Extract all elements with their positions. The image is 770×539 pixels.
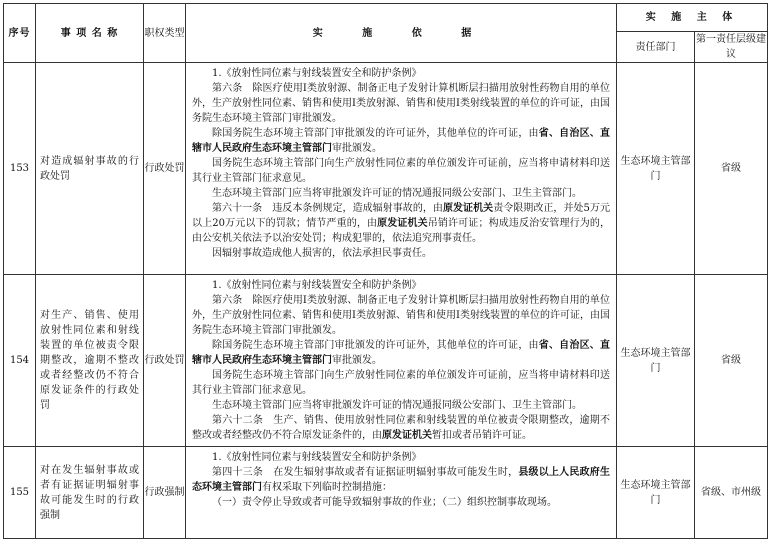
table-row xyxy=(4,447,768,539)
header-type: 职权类型 xyxy=(144,4,186,63)
row-seq: 155 xyxy=(4,447,36,539)
basis-paragraph xyxy=(192,368,610,398)
basis-text: （一）责令停止导致或者可能导致辐射事故的作业；（二）组织控制事故现场。 xyxy=(212,497,557,508)
basis-text: 1.《放射性同位素与射线装置安全和防护条例》 xyxy=(212,452,422,463)
basis-text: 生态环境主管部门应当将审批颁发许可证的情况通报同级公安部门、卫生主管部门。 xyxy=(212,400,582,411)
row-level: 省级、市州级 xyxy=(695,447,768,539)
authority-table xyxy=(3,3,768,539)
basis-text: 国务院生态环境主管部门向生产放射性同位素的单位颁发许可证前，应当将申请材料印送其行业主管部门征求意见。 xyxy=(192,158,610,184)
basis-text: 除国务院生态环境主管部门审批颁发的许可证外，其他单位的许可证，由 xyxy=(212,340,539,351)
basis-bold-text: 省、自治区、直辖市人民政府生态环境主管部门 xyxy=(192,128,611,154)
basis-bold-text: 省、自治区、直辖市人民政府生态环境主管部门 xyxy=(192,340,611,366)
row-dept: 生态环境主管部门 xyxy=(617,447,695,539)
basis-text: 国务院生态环境主管部门向生产放射性同位素的单位颁发许可证前，应当将申请材料印送其行业主管部门征求意见。 xyxy=(192,370,610,396)
basis-text: 因辐射事故造成他人损害的，依法承担民事责任。 xyxy=(212,248,432,259)
row-type: 行政处罚 xyxy=(144,63,186,275)
basis-bold-text: 原发证机关 xyxy=(382,430,432,441)
basis-paragraph xyxy=(192,156,610,186)
basis-text: 第六条 除医疗使用Ⅰ类放射源、制备正电子发射计算机断层扫描用放射性药物自用的单位外，生产放射性同位素、销售和使用Ⅰ类放射源、销售和使用Ⅰ类射线装置的单位的许可证，由国务院生态环境主管部门审批颁发。 xyxy=(192,295,610,336)
basis-paragraph xyxy=(192,278,610,293)
basis-bold-text: 县级以上人民政府生态环境主管部门 xyxy=(192,467,611,493)
row-seq: 154 xyxy=(4,275,36,447)
header-level: 第一责任层级建议 xyxy=(695,32,768,63)
table-row xyxy=(4,63,768,275)
basis-paragraph xyxy=(192,126,610,156)
basis-text: 生态环境主管部门应当将审批颁发许可证的情况通报同级公安部门、卫生主管部门。 xyxy=(212,188,582,199)
row-dept: 生态环境主管部门 xyxy=(617,63,695,275)
basis-text: 除国务院生态环境主管部门审批颁发的许可证外，其他单位的许可证，由 xyxy=(212,128,539,139)
basis-text: 审批颁发。 xyxy=(332,355,382,366)
row-level: 省级 xyxy=(695,63,768,275)
basis-text: 责令限期改正，并处5万元以上20万元以下的罚款；情节严重的，由 xyxy=(192,203,611,229)
row-type: 行政处罚 xyxy=(144,275,186,447)
basis-paragraph xyxy=(192,186,610,201)
basis-paragraph xyxy=(192,413,610,443)
basis-text: 第六十一条 违反本条例规定，造成辐射事故的，由 xyxy=(212,203,443,214)
basis-paragraph xyxy=(192,66,610,81)
basis-text: 吊销许可证；构成违反治安管理行为的，由公安机关依法予以治安处罚；构成犯罪的，依法追究刑事责任。 xyxy=(192,218,611,244)
basis-text: 有权采取下列临时控制措施： xyxy=(262,482,392,493)
basis-bold-text: 原发证机关 xyxy=(442,203,494,214)
header-basis: 实 施 依 据 xyxy=(186,4,617,63)
row-basis xyxy=(186,447,617,539)
basis-paragraph xyxy=(192,450,610,465)
row-dept: 生态环境主管部门 xyxy=(617,275,695,447)
basis-text: 暂扣或者吊销许可证。 xyxy=(432,430,532,441)
basis-paragraph xyxy=(192,201,610,246)
basis-bold-text: 原发证机关 xyxy=(377,218,428,229)
header-subject: 实 施 主 体 xyxy=(617,4,768,32)
basis-text: 审批颁发。 xyxy=(332,143,382,154)
header-name: 事 项 名 称 xyxy=(36,4,144,63)
basis-paragraph xyxy=(192,246,610,261)
basis-text: 第四十三条 在发生辐射事故或者有证据证明辐射事故可能发生时， xyxy=(212,467,519,478)
row-type: 行政强制 xyxy=(144,447,186,539)
row-basis xyxy=(186,63,617,275)
basis-paragraph xyxy=(192,398,610,413)
row-name: 对生产、销售、使用放射性同位素和射线装置的单位被责令限期整改，逾期不整改或者经整改仍不符合原发证条件的行政处罚 xyxy=(36,275,144,447)
basis-paragraph xyxy=(192,338,610,368)
basis-text: 1.《放射性同位素与射线装置安全和防护条例》 xyxy=(212,68,422,79)
header-seq: 序号 xyxy=(4,4,36,63)
basis-paragraph xyxy=(192,81,610,126)
row-level: 省级 xyxy=(695,275,768,447)
row-name: 对在发生辐射事故或者有证据证明辐射事故可能发生时的行政强制 xyxy=(36,447,144,539)
row-seq: 153 xyxy=(4,63,36,275)
basis-paragraph xyxy=(192,293,610,338)
basis-text: 1.《放射性同位素与射线装置安全和防护条例》 xyxy=(212,280,422,291)
basis-paragraph xyxy=(192,495,610,510)
basis-text: 第六条 除医疗使用Ⅰ类放射源、制备正电子发射计算机断层扫描用放射性药物自用的单位外，生产放射性同位素、销售和使用Ⅰ类放射源、销售和使用Ⅰ类射线装置的单位的许可证，由国务院生态环境主管部门审批颁发。 xyxy=(192,83,610,124)
row-name: 对造成辐射事故的行政处罚 xyxy=(36,63,144,275)
table-row xyxy=(4,275,768,447)
basis-text: 第六十二条 生产、销售、使用放射性同位素和射线装置的单位被责令限期整改，逾期不整改或者经整改仍不符合原发证条件的，由 xyxy=(192,415,610,441)
header-dept: 责任部门 xyxy=(617,32,695,63)
row-basis xyxy=(186,275,617,447)
basis-paragraph xyxy=(192,465,610,495)
